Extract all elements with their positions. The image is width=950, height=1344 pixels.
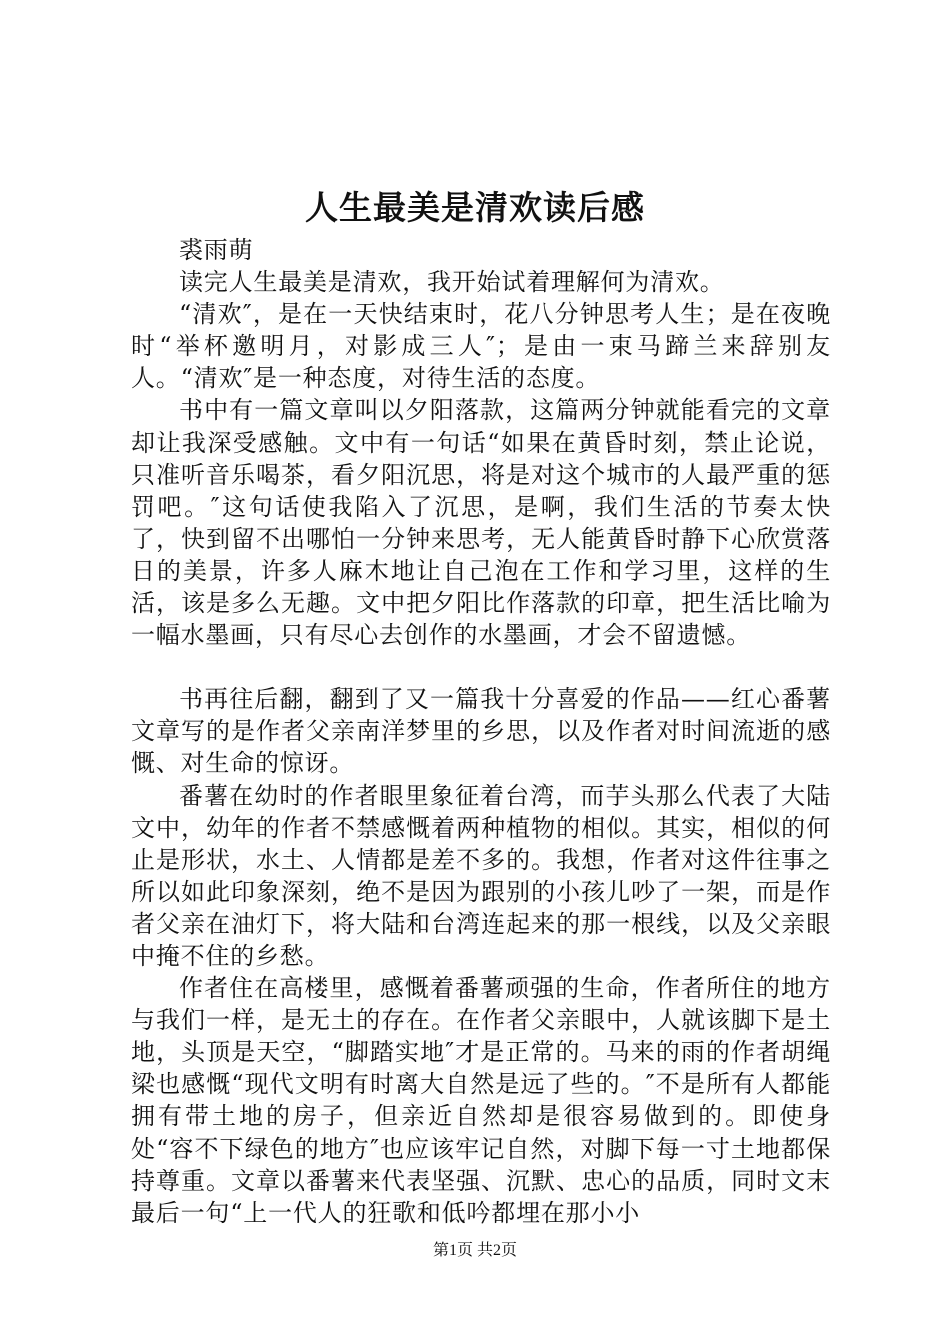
paragraph: “清欢″，是在一天快结束时，花八分钟思考人生；是在夜晚时“举杯邀明月，对影成三人″；是由一束马蹄兰来辞别友人。“清欢″是一种态度，对待生活的态度。 (131, 300, 831, 393)
document-title: 人生最美是清欢读后感 (305, 188, 645, 227)
paragraph: 作者住在高楼里，感慨着番薯顽强的生命，作者所住的地方与我们一样，是无土的存在。在作者父亲眼中，人就该脚下是土地，头顶是天空，“脚踏实地″才是正常的。马来的雨的作者胡绳梁也感慨“现代文明有时离大自然是远了些的。″不是所有人都能拥有带土地的房子，但亲近自然却是很容易做到的。即使身处“容不下绿色的地方″也应该牢记自然，对脚下每一寸土地都保持尊重。文章以番薯来代表坚强、沉默、忠心的品质，同时文末最后一句“上一代人的狂歌和低吟都埋在那小小 (131, 974, 831, 1227)
page-footer: 第1页 共2页 (432, 1242, 517, 1259)
author-line: 裘雨萌 (179, 236, 254, 264)
document-body (131, 234, 831, 1229)
paragraph: 番薯在幼时的作者眼里象征着台湾，而芋头那么代表了大陆文中，幼年的作者不禁感慨着两种植物的相似。其实，相似的何止是形状，水土、人情都是差不多的。我想，作者对这件往事之所以如此印象深刻，绝不是因为跟别的小孩儿吵了一架，而是作者父亲在油灯下，将大陆和台湾连起来的那一根线，以及父亲眼中掩不住的乡愁。 (131, 781, 831, 970)
paragraph: 书中有一篇文章叫以夕阳落款，这篇两分钟就能看完的文章却让我深受感触。文中有一句话“如果在黄昏时刻，禁止论说，只准听音乐喝茶，看夕阳沉思，将是对这个城市的人最严重的惩罚吧。″这句话使我陷入了沉思，是啊，我们生活的节奏太快了，快到留不出哪怕一分钟来思考，无人能黄昏时静下心欣赏落日的美景，许多人麻木地让自己泡在工作和学习里，这样的生活，该是多么无趣。文中把夕阳比作落款的印章，把生活比喻为一幅水墨画，只有尽心去创作的水墨画，才会不留遗憾。 (131, 396, 832, 650)
paragraph: 读完人生最美是清欢，我开始试着理解何为清欢。 (179, 268, 725, 297)
paragraph: 书再往后翻，翻到了又一篇我十分喜爱的作品——红心番薯文章写的是作者父亲南洋梦里的乡思，以及作者对时间流逝的感慨、对生命的惊讶。 (131, 685, 831, 778)
